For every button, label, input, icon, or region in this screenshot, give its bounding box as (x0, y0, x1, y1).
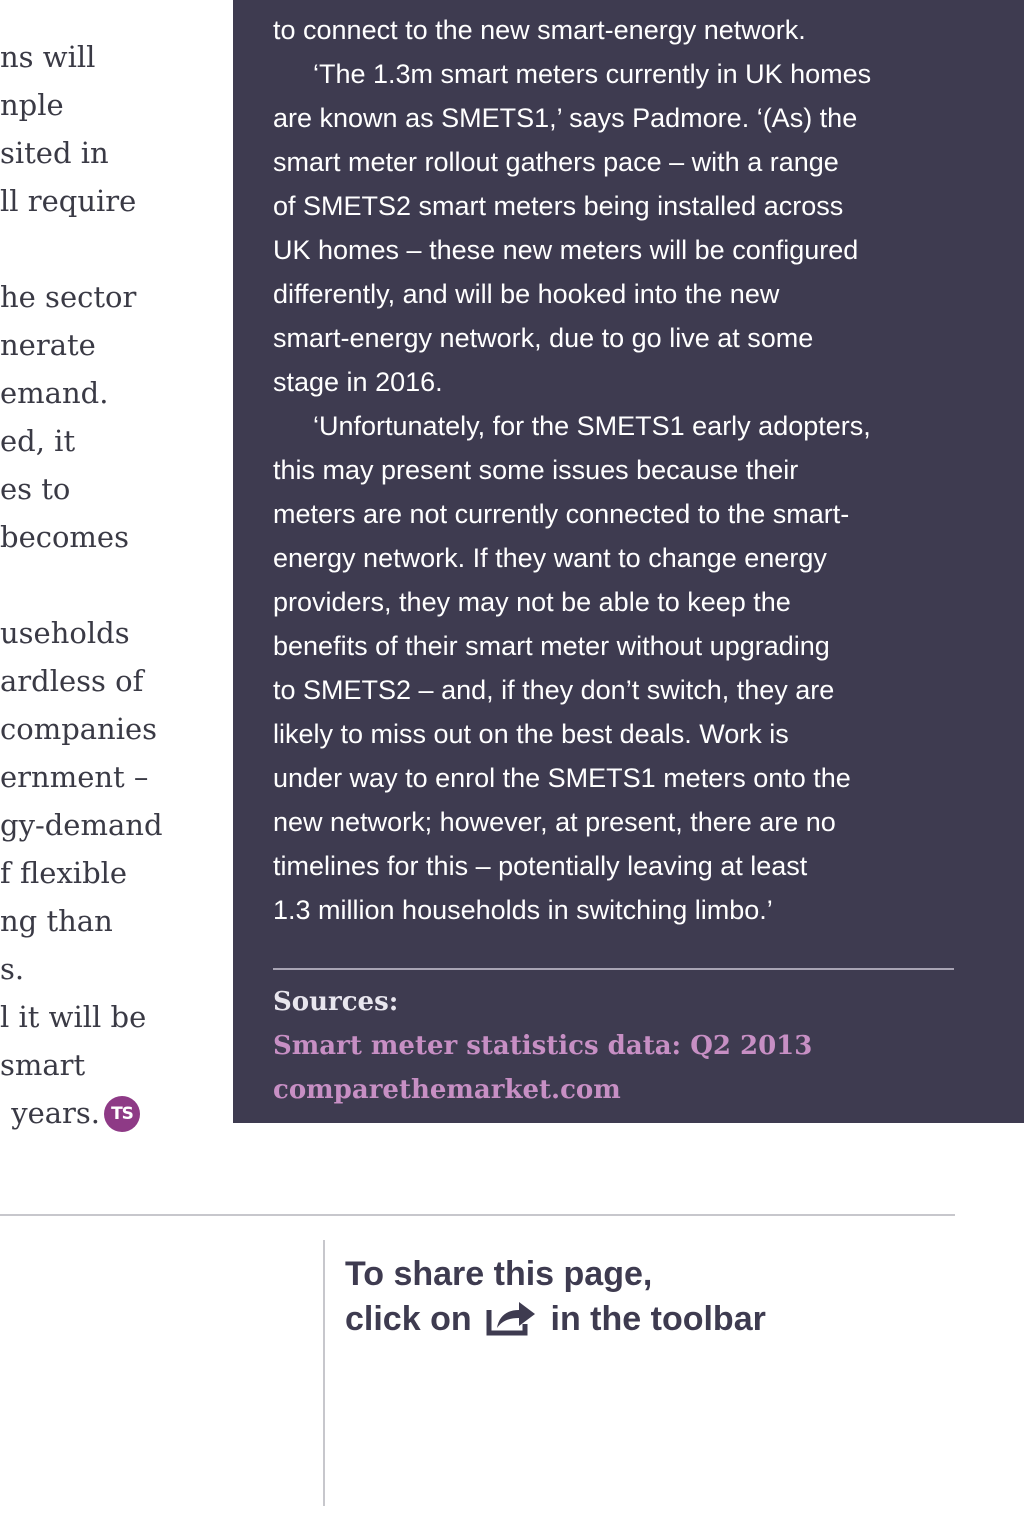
left-column-line (0, 561, 225, 609)
left-column-line-text: sited in (0, 136, 109, 170)
left-column-line-text: l it will be (0, 1000, 147, 1034)
left-column-line (0, 417, 225, 465)
left-column-line-text: f flexible (0, 856, 128, 890)
share-line-2 (345, 1297, 945, 1342)
left-column-line-text: s. (0, 952, 25, 986)
sidebar-box (233, 0, 1024, 1123)
left-column-line (0, 129, 225, 177)
sources-section (273, 980, 973, 1112)
source-link-comparethemarket[interactable]: comparethemarket.com (273, 1075, 621, 1105)
sidebar-text-line: UK homes – these new meters will be configured (273, 235, 859, 265)
sidebar-text-line: this may present some issues because their (273, 455, 799, 485)
sidebar-text-line: to connect to the new smart-energy network. (273, 15, 806, 45)
left-column-line-text: emand. (0, 376, 109, 410)
sidebar-text-line: benefits of their smart meter without upgrading (273, 631, 830, 661)
left-column-line-text: nple (0, 88, 64, 122)
left-column-line-text: ed, it (0, 424, 76, 458)
sidebar-text-line: of SMETS2 smart meters being installed across (273, 191, 844, 221)
left-column-line (0, 945, 225, 993)
left-column-line-text: becomes (0, 520, 129, 554)
left-column-line-text: smart (0, 1048, 86, 1082)
left-column-line (0, 1089, 225, 1137)
sidebar-text-line: new network; however, at present, there are no (273, 807, 836, 837)
footer-vertical-divider (323, 1240, 325, 1506)
share-line-2-pre: click on (345, 1300, 472, 1338)
sidebar-text-line: differently, and will be hooked into the new (273, 279, 780, 309)
ts-end-badge-icon: TS (104, 1096, 140, 1132)
left-column-line-text: es to (0, 472, 71, 506)
left-column-line-text: gy-demand (0, 808, 163, 842)
sidebar-text-line: under way to enrol the SMETS1 meters onto the (273, 763, 851, 793)
sidebar-text-line: ‘The 1.3m smart meters currently in UK homes (313, 59, 872, 89)
left-column-line-text: ernment – (0, 760, 149, 794)
left-column-line-text: nerate (0, 328, 96, 362)
sidebar-text-line: meters are not currently connected to the smart- (273, 499, 850, 529)
left-column-line (0, 657, 225, 705)
left-column-line-text: years. (11, 1096, 100, 1130)
left-column-line (0, 81, 225, 129)
sources-label: Sources: (273, 987, 399, 1017)
source-link-statistics[interactable]: Smart meter statistics data: Q2 2013 (273, 1031, 813, 1061)
sidebar-text-line: ‘Unfortunately, for the SMETS1 early adopters, (313, 411, 871, 441)
sidebar-text-line: 1.3 million households in switching limbo.’ (273, 895, 773, 925)
sidebar-text-line: smart meter rollout gathers pace – with a range (273, 147, 839, 177)
left-column-line (0, 177, 225, 225)
left-column-line (0, 225, 225, 273)
sidebar-text (273, 8, 973, 932)
left-column-line-text: ardless of (0, 664, 144, 698)
left-column-line (0, 993, 225, 1041)
sidebar-text-line: providers, they may not be able to keep the (273, 587, 791, 617)
left-column-line-text: companies (0, 712, 158, 746)
left-column-line-text: ng than (0, 904, 113, 938)
sidebar-text-line: timelines for this – potentially leaving at least (273, 851, 808, 881)
left-column-line (0, 465, 225, 513)
sidebar-text-line: smart-energy network, due to go live at some (273, 323, 814, 353)
left-column-line (0, 1041, 225, 1089)
left-column-line (0, 513, 225, 561)
share-arrow-icon (485, 1298, 537, 1336)
left-column-line-text: useholds (0, 616, 130, 650)
left-column-line (0, 705, 225, 753)
left-column-line (0, 273, 225, 321)
footer-divider (0, 1214, 955, 1216)
left-column-line (0, 849, 225, 897)
left-column-line (0, 897, 225, 945)
left-column-line-text: he sector (0, 280, 137, 314)
sources-divider (273, 968, 954, 970)
left-column-line (0, 753, 225, 801)
left-column-line (0, 801, 225, 849)
left-column-line (0, 321, 225, 369)
left-column-line (0, 609, 225, 657)
left-column-line-text: ns will (0, 40, 96, 74)
sidebar-text-line: to SMETS2 – and, if they don’t switch, they are (273, 675, 835, 705)
left-column-line-text: ll require (0, 184, 137, 218)
article-left-column (0, 33, 225, 1137)
left-column-line (0, 33, 225, 81)
sidebar-text-line: energy network. If they want to change energy (273, 543, 827, 573)
sidebar-text-line: stage in 2016. (273, 367, 443, 397)
sidebar-text-line: are known as SMETS1,’ says Padmore. ‘(As) the (273, 103, 858, 133)
share-instructions (345, 1252, 945, 1342)
left-column-line (0, 369, 225, 417)
sidebar-text-line: likely to miss out on the best deals. Work is (273, 719, 789, 749)
share-line-2-post: in the toolbar (550, 1300, 766, 1338)
share-line-1: To share this page, (345, 1255, 653, 1293)
